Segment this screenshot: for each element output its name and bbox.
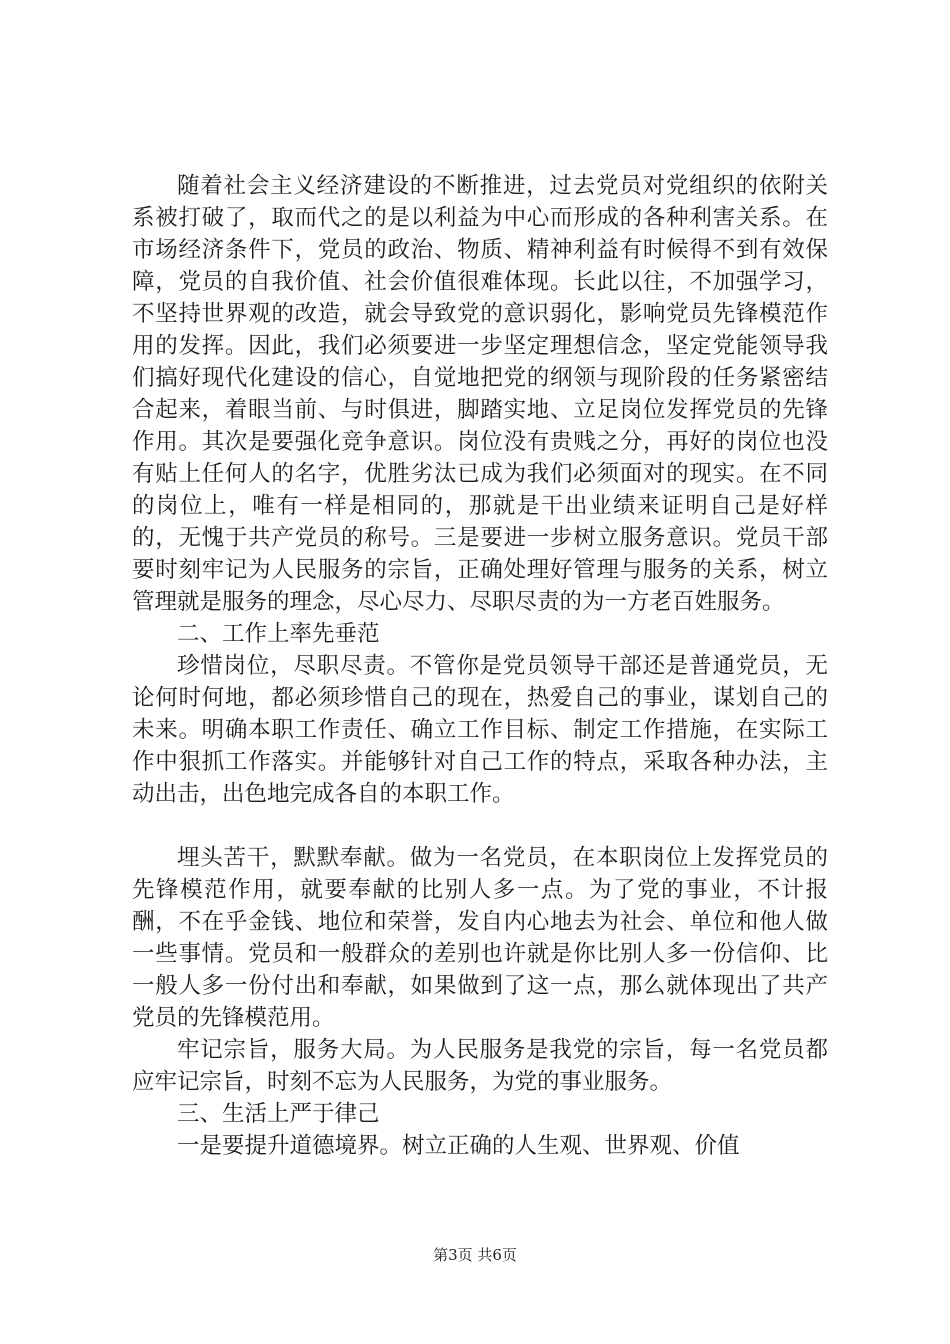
paragraph-morality: 一是要提升道德境界。树立正确的人生观、世界观、价值 xyxy=(177,1133,740,1159)
section-heading-work: 二、工作上率先垂范 xyxy=(177,621,380,647)
paragraph-dedication: 埋头苦干，默默奉献。做为一名党员，在本职岗位上发挥党员的先锋模范作用，就要奉献的比别人多一点。为了党的事业，不计报酬，不在乎金钱、地位和荣誉，发自内心地去为社会、单位和他人做一些事情。党员和一般群众的差别也许就是你比别人多一份信仰、比一般人多一份付出和奉献，如果做到了这一点，那么就体现出了共产党员的先锋模范用。 xyxy=(132,845,828,1031)
paragraph-ideals: 随着社会主义经济建设的不断推进，过去党员对党组织的依附关系被打破了，取而代之的是以利益为中心而形成的各种利害关系。在市场经济条件下，党员的政治、物质、精神利益有时候得不到有效保障，党员的自我价值、社会价值很难体现。长此以往，不加强学习，不坚持世界观的改造，就会导致党的意识弱化，影响党员先锋模范作用的发挥。因此，我们必须要进一步坚定理想信念，坚定党能领导我们搞好现代化建设的信心，自觉地把党的纲领与现阶段的任务紧密结合起来，着眼当前、与时俱进，脚踏实地、立足岗位发挥党员的先锋作用。其次是要强化竞争意识。岗位没有贵贱之分，再好的岗位也没有贴上任何人的名字，优胜劣汰已成为我们必须面对的现实。在不同的岗位上，唯有一样是相同的，那就是干出业绩来证明自己是好样的，无愧于共产党员的称号。三是要进一步树立服务意识。党员干部要时刻牢记为人民服务的宗旨，正确处理好管理与服务的关系，树立管理就是服务的理念，尽心尽力、尽职尽责的为一方老百姓服务。 xyxy=(132,173,828,615)
page-number-footer: 第3页 共6页 xyxy=(433,1246,517,1264)
document-body xyxy=(132,170,828,1162)
paragraph-serve: 牢记宗旨，服务大局。为人民服务是我党的宗旨，每一名党员都应牢记宗旨，时刻不忘为人民服务，为党的事业服务。 xyxy=(132,1037,828,1095)
section-heading-life: 三、生活上严于律己 xyxy=(177,1101,380,1127)
paragraph-cherish-post: 珍惜岗位，尽职尽责。不管你是党员领导干部还是普通党员，无论何时何地，都必须珍惜自己的现在，热爱自己的事业，谋划自己的未来。明确本职工作责任、确立工作目标、制定工作措施，在实际工作中狠抓工作落实。并能够针对自己工作的特点，采取各种办法，主动出击，出色地完成各自的本职工作。 xyxy=(132,653,828,807)
